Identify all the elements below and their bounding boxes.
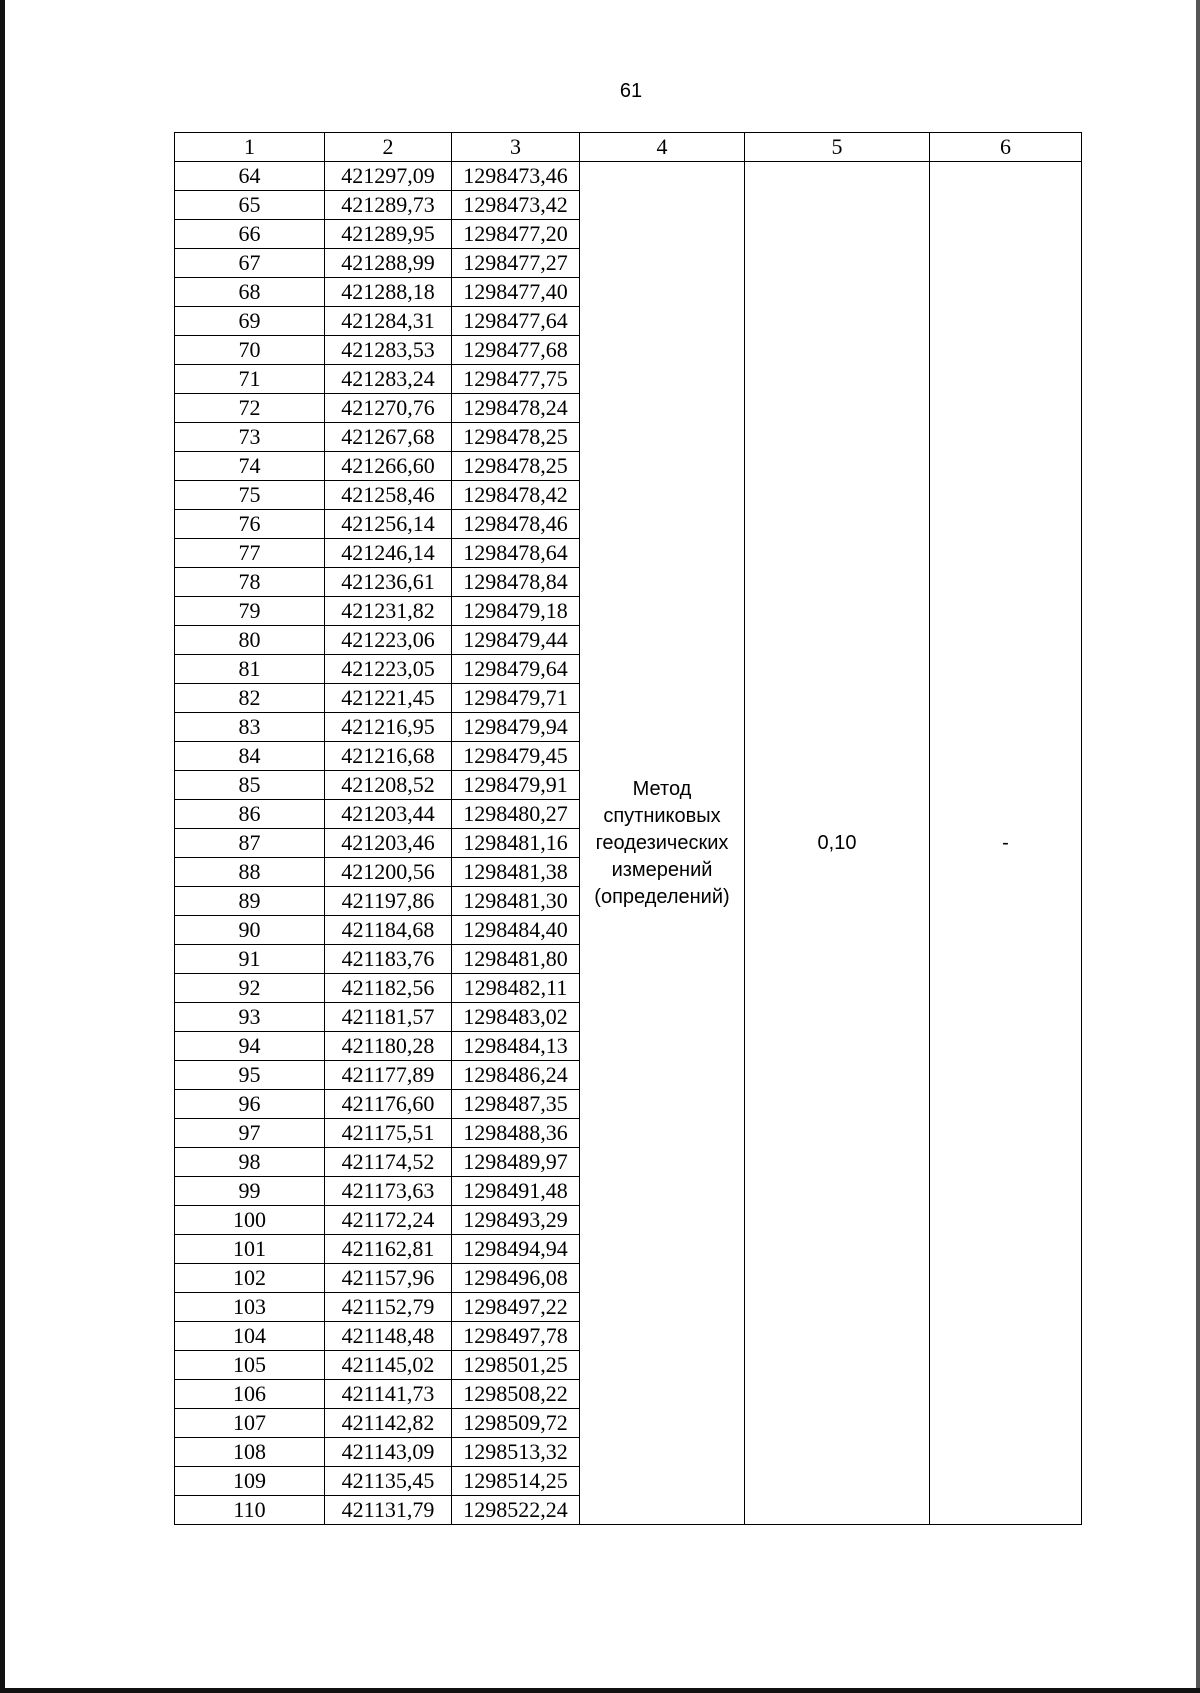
y-coordinate-cell: 1298489,97 bbox=[452, 1148, 580, 1177]
x-coordinate-cell: 421162,81 bbox=[325, 1235, 452, 1264]
y-coordinate-cell: 1298478,84 bbox=[452, 568, 580, 597]
y-coordinate-cell: 1298481,38 bbox=[452, 858, 580, 887]
x-coordinate-cell: 421141,73 bbox=[325, 1380, 452, 1409]
y-coordinate-cell: 1298479,64 bbox=[452, 655, 580, 684]
x-coordinate-cell: 421297,09 bbox=[325, 162, 452, 191]
page-bottom-edge bbox=[0, 1688, 1200, 1693]
x-coordinate-cell: 421143,09 bbox=[325, 1438, 452, 1467]
x-coordinate-cell: 421157,96 bbox=[325, 1264, 452, 1293]
point-number-cell: 96 bbox=[175, 1090, 325, 1119]
y-coordinate-cell: 1298473,42 bbox=[452, 191, 580, 220]
page-right-edge bbox=[1196, 0, 1200, 1693]
method-line: спутниковых bbox=[603, 804, 721, 827]
x-coordinate-cell: 421284,31 bbox=[325, 307, 452, 336]
y-coordinate-cell: 1298473,46 bbox=[452, 162, 580, 191]
y-coordinate-cell: 1298496,08 bbox=[452, 1264, 580, 1293]
point-number-cell: 75 bbox=[175, 481, 325, 510]
point-number-cell: 94 bbox=[175, 1032, 325, 1061]
y-coordinate-cell: 1298514,25 bbox=[452, 1467, 580, 1496]
header-col-3: 3 bbox=[452, 133, 580, 162]
page-left-edge bbox=[0, 0, 5, 1693]
y-coordinate-cell: 1298509,72 bbox=[452, 1409, 580, 1438]
y-coordinate-cell: 1298481,30 bbox=[452, 887, 580, 916]
header-col-4: 4 bbox=[580, 133, 745, 162]
x-coordinate-cell: 421174,52 bbox=[325, 1148, 452, 1177]
x-coordinate-cell: 421256,14 bbox=[325, 510, 452, 539]
point-number-cell: 83 bbox=[175, 713, 325, 742]
x-coordinate-cell: 421203,44 bbox=[325, 800, 452, 829]
header-col-2: 2 bbox=[325, 133, 452, 162]
point-number-cell: 97 bbox=[175, 1119, 325, 1148]
y-coordinate-cell: 1298477,40 bbox=[452, 278, 580, 307]
x-coordinate-cell: 421223,06 bbox=[325, 626, 452, 655]
header-col-1: 1 bbox=[175, 133, 325, 162]
point-number-cell: 91 bbox=[175, 945, 325, 974]
point-number-cell: 110 bbox=[175, 1496, 325, 1525]
point-number-cell: 80 bbox=[175, 626, 325, 655]
point-number-cell: 106 bbox=[175, 1380, 325, 1409]
point-number-cell: 101 bbox=[175, 1235, 325, 1264]
y-coordinate-cell: 1298478,25 bbox=[452, 423, 580, 452]
point-number-cell: 98 bbox=[175, 1148, 325, 1177]
point-number-cell: 108 bbox=[175, 1438, 325, 1467]
point-number-cell: 102 bbox=[175, 1264, 325, 1293]
y-coordinate-cell: 1298494,94 bbox=[452, 1235, 580, 1264]
x-coordinate-cell: 421288,18 bbox=[325, 278, 452, 307]
table-header-row bbox=[175, 133, 1082, 162]
header-col-5: 5 bbox=[745, 133, 930, 162]
method-line: измерений bbox=[611, 858, 713, 881]
y-coordinate-cell: 1298478,46 bbox=[452, 510, 580, 539]
x-coordinate-cell: 421200,56 bbox=[325, 858, 452, 887]
point-number-cell: 71 bbox=[175, 365, 325, 394]
x-coordinate-cell: 421183,76 bbox=[325, 945, 452, 974]
point-number-cell: 100 bbox=[175, 1206, 325, 1235]
x-coordinate-cell: 421135,45 bbox=[325, 1467, 452, 1496]
y-coordinate-cell: 1298513,32 bbox=[452, 1438, 580, 1467]
y-coordinate-cell: 1298479,44 bbox=[452, 626, 580, 655]
point-number-cell: 66 bbox=[175, 220, 325, 249]
point-number-cell: 68 bbox=[175, 278, 325, 307]
x-coordinate-cell: 421181,57 bbox=[325, 1003, 452, 1032]
y-coordinate-cell: 1298508,22 bbox=[452, 1380, 580, 1409]
x-coordinate-cell: 421145,02 bbox=[325, 1351, 452, 1380]
method-line: Метод bbox=[632, 777, 692, 800]
y-coordinate-cell: 1298479,94 bbox=[452, 713, 580, 742]
y-coordinate-cell: 1298501,25 bbox=[452, 1351, 580, 1380]
x-coordinate-cell: 421142,82 bbox=[325, 1409, 452, 1438]
y-coordinate-cell: 1298522,24 bbox=[452, 1496, 580, 1525]
point-number-cell: 87 bbox=[175, 829, 325, 858]
x-coordinate-cell: 421258,46 bbox=[325, 481, 452, 510]
y-coordinate-cell: 1298477,20 bbox=[452, 220, 580, 249]
y-coordinate-cell: 1298478,42 bbox=[452, 481, 580, 510]
point-number-cell: 93 bbox=[175, 1003, 325, 1032]
y-coordinate-cell: 1298477,68 bbox=[452, 336, 580, 365]
y-coordinate-cell: 1298484,13 bbox=[452, 1032, 580, 1061]
method-line: (определений) bbox=[594, 885, 730, 908]
point-number-cell: 107 bbox=[175, 1409, 325, 1438]
x-coordinate-cell: 421216,68 bbox=[325, 742, 452, 771]
point-number-cell: 95 bbox=[175, 1061, 325, 1090]
point-number-cell: 73 bbox=[175, 423, 325, 452]
method-line: геодезических bbox=[595, 831, 729, 854]
x-coordinate-cell: 421173,63 bbox=[325, 1177, 452, 1206]
x-coordinate-cell: 421223,05 bbox=[325, 655, 452, 684]
point-number-cell: 65 bbox=[175, 191, 325, 220]
point-number-cell: 88 bbox=[175, 858, 325, 887]
y-coordinate-cell: 1298481,16 bbox=[452, 829, 580, 858]
point-number-cell: 99 bbox=[175, 1177, 325, 1206]
point-number-cell: 92 bbox=[175, 974, 325, 1003]
x-coordinate-cell: 421283,24 bbox=[325, 365, 452, 394]
x-coordinate-cell: 421208,52 bbox=[325, 771, 452, 800]
y-coordinate-cell: 1298479,45 bbox=[452, 742, 580, 771]
point-number-cell: 67 bbox=[175, 249, 325, 278]
y-coordinate-cell: 1298477,75 bbox=[452, 365, 580, 394]
x-coordinate-cell: 421131,79 bbox=[325, 1496, 452, 1525]
point-number-cell: 78 bbox=[175, 568, 325, 597]
point-number-cell: 82 bbox=[175, 684, 325, 713]
x-coordinate-cell: 421175,51 bbox=[325, 1119, 452, 1148]
x-coordinate-cell: 421177,89 bbox=[325, 1061, 452, 1090]
x-coordinate-cell: 421283,53 bbox=[325, 336, 452, 365]
y-coordinate-cell: 1298478,25 bbox=[452, 452, 580, 481]
point-number-cell: 89 bbox=[175, 887, 325, 916]
point-number-cell: 74 bbox=[175, 452, 325, 481]
y-coordinate-cell: 1298478,24 bbox=[452, 394, 580, 423]
y-coordinate-cell: 1298491,48 bbox=[452, 1177, 580, 1206]
y-coordinate-cell: 1298479,71 bbox=[452, 684, 580, 713]
point-number-cell: 104 bbox=[175, 1322, 325, 1351]
x-coordinate-cell: 421266,60 bbox=[325, 452, 452, 481]
x-coordinate-cell: 421267,68 bbox=[325, 423, 452, 452]
point-number-cell: 64 bbox=[175, 162, 325, 191]
point-number-cell: 76 bbox=[175, 510, 325, 539]
x-coordinate-cell: 421203,46 bbox=[325, 829, 452, 858]
x-coordinate-cell: 421270,76 bbox=[325, 394, 452, 423]
x-coordinate-cell: 421148,48 bbox=[325, 1322, 452, 1351]
x-coordinate-cell: 421184,68 bbox=[325, 916, 452, 945]
x-coordinate-cell: 421288,99 bbox=[325, 249, 452, 278]
y-coordinate-cell: 1298483,02 bbox=[452, 1003, 580, 1032]
table-row bbox=[175, 162, 1082, 191]
point-number-cell: 85 bbox=[175, 771, 325, 800]
x-coordinate-cell: 421246,14 bbox=[325, 539, 452, 568]
y-coordinate-cell: 1298484,40 bbox=[452, 916, 580, 945]
point-number-cell: 77 bbox=[175, 539, 325, 568]
point-number-cell: 70 bbox=[175, 336, 325, 365]
point-number-cell: 84 bbox=[175, 742, 325, 771]
y-coordinate-cell: 1298487,35 bbox=[452, 1090, 580, 1119]
method-cell bbox=[580, 162, 745, 1525]
y-coordinate-cell: 1298480,27 bbox=[452, 800, 580, 829]
x-coordinate-cell: 421221,45 bbox=[325, 684, 452, 713]
y-coordinate-cell: 1298477,64 bbox=[452, 307, 580, 336]
y-coordinate-cell: 1298497,22 bbox=[452, 1293, 580, 1322]
x-coordinate-cell: 421180,28 bbox=[325, 1032, 452, 1061]
accuracy-cell: 0,10 bbox=[745, 162, 930, 1525]
x-coordinate-cell: 421172,24 bbox=[325, 1206, 452, 1235]
coordinates-table bbox=[174, 132, 1082, 1525]
y-coordinate-cell: 1298493,29 bbox=[452, 1206, 580, 1235]
x-coordinate-cell: 421176,60 bbox=[325, 1090, 452, 1119]
x-coordinate-cell: 421197,86 bbox=[325, 887, 452, 916]
x-coordinate-cell: 421231,82 bbox=[325, 597, 452, 626]
point-number-cell: 109 bbox=[175, 1467, 325, 1496]
point-number-cell: 69 bbox=[175, 307, 325, 336]
point-number-cell: 79 bbox=[175, 597, 325, 626]
y-coordinate-cell: 1298482,11 bbox=[452, 974, 580, 1003]
y-coordinate-cell: 1298488,36 bbox=[452, 1119, 580, 1148]
y-coordinate-cell: 1298478,64 bbox=[452, 539, 580, 568]
x-coordinate-cell: 421152,79 bbox=[325, 1293, 452, 1322]
x-coordinate-cell: 421216,95 bbox=[325, 713, 452, 742]
y-coordinate-cell: 1298497,78 bbox=[452, 1322, 580, 1351]
y-coordinate-cell: 1298479,18 bbox=[452, 597, 580, 626]
x-coordinate-cell: 421289,73 bbox=[325, 191, 452, 220]
x-coordinate-cell: 421236,61 bbox=[325, 568, 452, 597]
point-number-cell: 72 bbox=[175, 394, 325, 423]
point-number-cell: 81 bbox=[175, 655, 325, 684]
x-coordinate-cell: 421182,56 bbox=[325, 974, 452, 1003]
point-number-cell: 103 bbox=[175, 1293, 325, 1322]
page-number: 61 bbox=[619, 80, 643, 102]
point-number-cell: 86 bbox=[175, 800, 325, 829]
header-col-6: 6 bbox=[930, 133, 1082, 162]
y-coordinate-cell: 1298477,27 bbox=[452, 249, 580, 278]
x-coordinate-cell: 421289,95 bbox=[325, 220, 452, 249]
point-number-cell: 105 bbox=[175, 1351, 325, 1380]
y-coordinate-cell: 1298479,91 bbox=[452, 771, 580, 800]
column-6-cell: - bbox=[930, 162, 1082, 1525]
y-coordinate-cell: 1298486,24 bbox=[452, 1061, 580, 1090]
point-number-cell: 90 bbox=[175, 916, 325, 945]
y-coordinate-cell: 1298481,80 bbox=[452, 945, 580, 974]
